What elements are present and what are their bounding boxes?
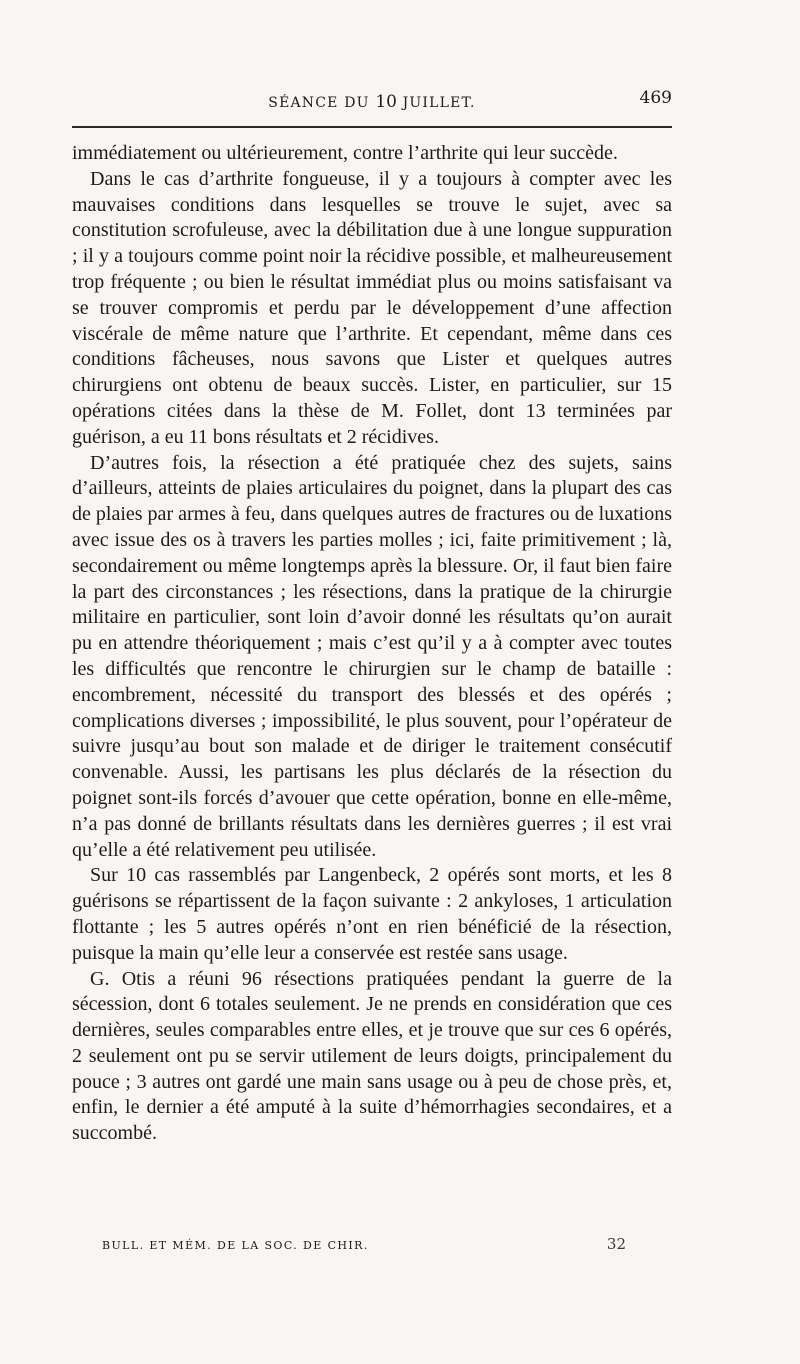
sheet-number: 32 bbox=[606, 1235, 626, 1253]
paragraph-5: G. Otis a réuni 96 résections pratiquées pendant la guerre de la sécession, dont 6 totales seulement. Je ne prends en considération que ces dernières, seules comparables entre elles, et je trouve que sur ces 6 opérés, 2 seulement ont pu se servir utilement de leurs doigts, principalement du pouce ; 3 autres ont gardé une main sans usage ou à peu de chose près, et, enfin, le dernier a été amputé à la suite d’hémorrhagies secondaires, et a succombé. bbox=[72, 967, 672, 1145]
running-title-prefix: SÉANCE DU bbox=[268, 95, 376, 111]
paragraph-3: D’autres fois, la résection a été pratiquée chez des sujets, sains d’ailleurs, atteints de plaies articulaires du poignet, dans la plupart des cas de plaies par armes à feu, dans quelques autres de fractures ou de luxations avec issue des os à travers les parties molles ; ici, faite primitivement ; là, secondairement ou même longtemps après la blessure. Or, il faut bien faire la part des circonstances ; les résections, dans la pratique de la chirurgie militaire en particulier, sont loin d’avoir donné les résultats qu’on aurait pu en attendre théoriquement ; mais c’est qu’il y a à compter avec toutes les difficultés que rencontre le chirurgien sur le champ de bataille : encombrement, nécessité du transport des blessés et des opérés ; complications diverses ; impossibilité, le plus souvent, pour l’opérateur de suivre jusqu’au bout son malade et de diriger le traitement consécutif convenable. Aussi, les partisans les plus déclarés de la résection du poignet sont-ils forcés d’avouer que cette opération, bonne en elle-même, n’a pas donné de brillants résultats dans les dernières guerres ; il est vrai qu’elle a été relativement peu utilisée. bbox=[72, 451, 672, 861]
header-rule bbox=[72, 126, 672, 128]
signature-note: BULL. ET MÉM. DE LA SOC. DE CHIR. bbox=[102, 1239, 369, 1252]
paragraph-1: immédiatement ou ultérieurement, contre l’arthrite qui leur succède. bbox=[72, 142, 618, 164]
running-title bbox=[72, 92, 672, 112]
page-header bbox=[72, 88, 672, 112]
paragraph-2: Dans le cas d’arthrite fongueuse, il y a toujours à compter avec les mauvaises conditions dans lesquelles se trouve le sujet, avec sa constitution scrofuleuse, avec la débilitation due à une longue suppuration ; il y a toujours comme point noir la récidive possible, et malheureusement trop fréquente ; ou bien le résultat immédiat plus ou moins satisfaisant va se trouver compromis et perdu par le développement d’une affection viscérale de même nature que l’arthrite. Et cependant, même dans ces conditions fâcheuses, nous savons que Lister et quelques autres chirurgiens ont obtenu de beaux succès. Lister, en particulier, sur 15 opérations citées dans la thèse de M. Follet, dont 13 terminées par guérison, a eu 11 bons résultats et 2 récidives. bbox=[72, 167, 672, 448]
body-text bbox=[72, 141, 672, 1147]
page-footer bbox=[72, 1235, 672, 1255]
paragraph-4: Sur 10 cas rassemblés par Langenbeck, 2 opérés sont morts, et les 8 guérisons se répartissent de la façon suivante : 2 ankyloses, 1 articulation flottante ; les 5 autres opérés n’ont en rien bénéficié de la résection, puisque la main qu’elle leur a conservée est restée sans usage. bbox=[72, 864, 672, 964]
page-number: 469 bbox=[639, 88, 672, 108]
running-title-number: 10 bbox=[375, 92, 397, 112]
running-title-suffix: JUILLET. bbox=[396, 95, 476, 111]
